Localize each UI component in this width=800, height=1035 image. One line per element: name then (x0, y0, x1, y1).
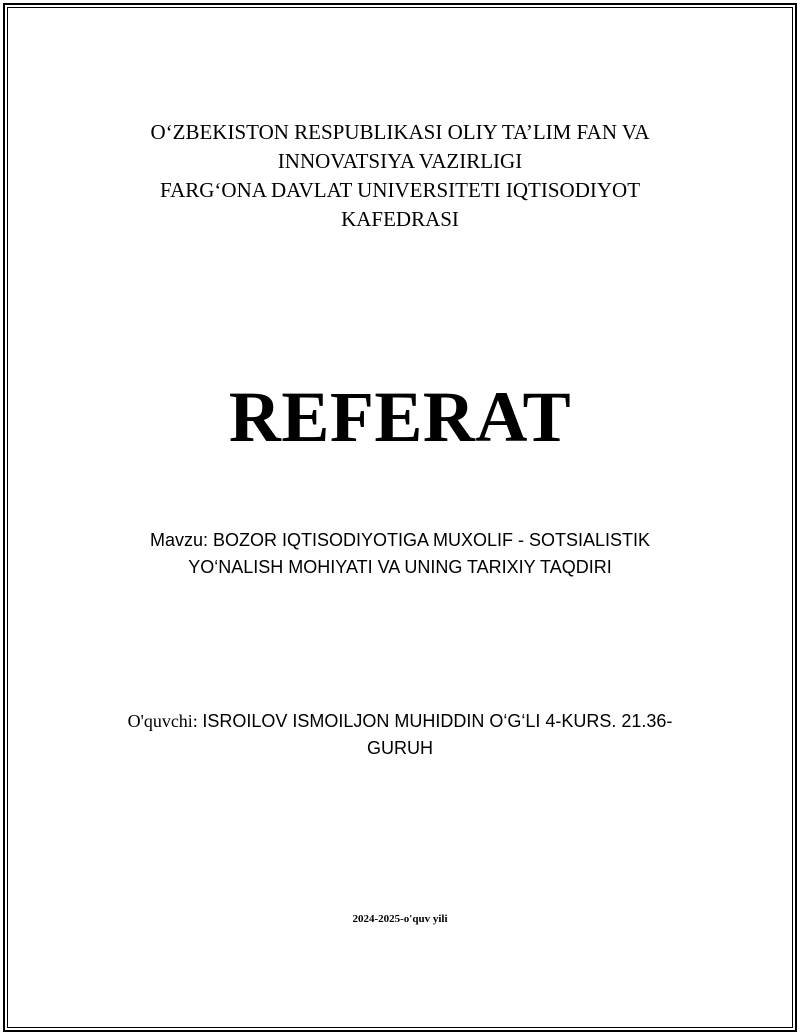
topic-label: Mavzu: (149, 530, 213, 550)
academic-year: 2024-2025-o'quv yili (352, 913, 448, 925)
topic-text-2: YO‘NALISH MOHIYATI VA UNING TARIXIY TAQDIRI (188, 557, 612, 577)
header-line-1: O‘ZBEKISTON RESPUBLIKASI OLIY TA’LIM FAN VA (150, 120, 650, 144)
institution-header (100, 118, 700, 234)
header-line-3: FARG‘ONA DAVLAT UNIVERSITETI IQTISODIYOT (159, 178, 641, 202)
topic-line-1 (100, 527, 700, 554)
student-line-1 (80, 708, 720, 735)
student-text-1: ISROILOV ISMOILJON MUHIDDIN O‘G‘LI 4-KURS. 21.36- (202, 711, 673, 731)
document-title: REFERAT (228, 377, 572, 457)
student-block (80, 708, 720, 762)
student-label: O'quvchi: (127, 711, 203, 731)
header-line-2: INNOVATSIYA VAZIRLIGI (277, 149, 523, 173)
topic-line-2 (100, 554, 700, 581)
student-text-2: GURUH (367, 738, 433, 758)
topic-text-1: BOZOR IQTISODIYOTIGA MUXOLIF - SOTSIALISTIK (212, 530, 651, 550)
header-line-4: KAFEDRASI (341, 207, 459, 231)
student-line-2 (80, 735, 720, 762)
topic-block (100, 527, 700, 581)
